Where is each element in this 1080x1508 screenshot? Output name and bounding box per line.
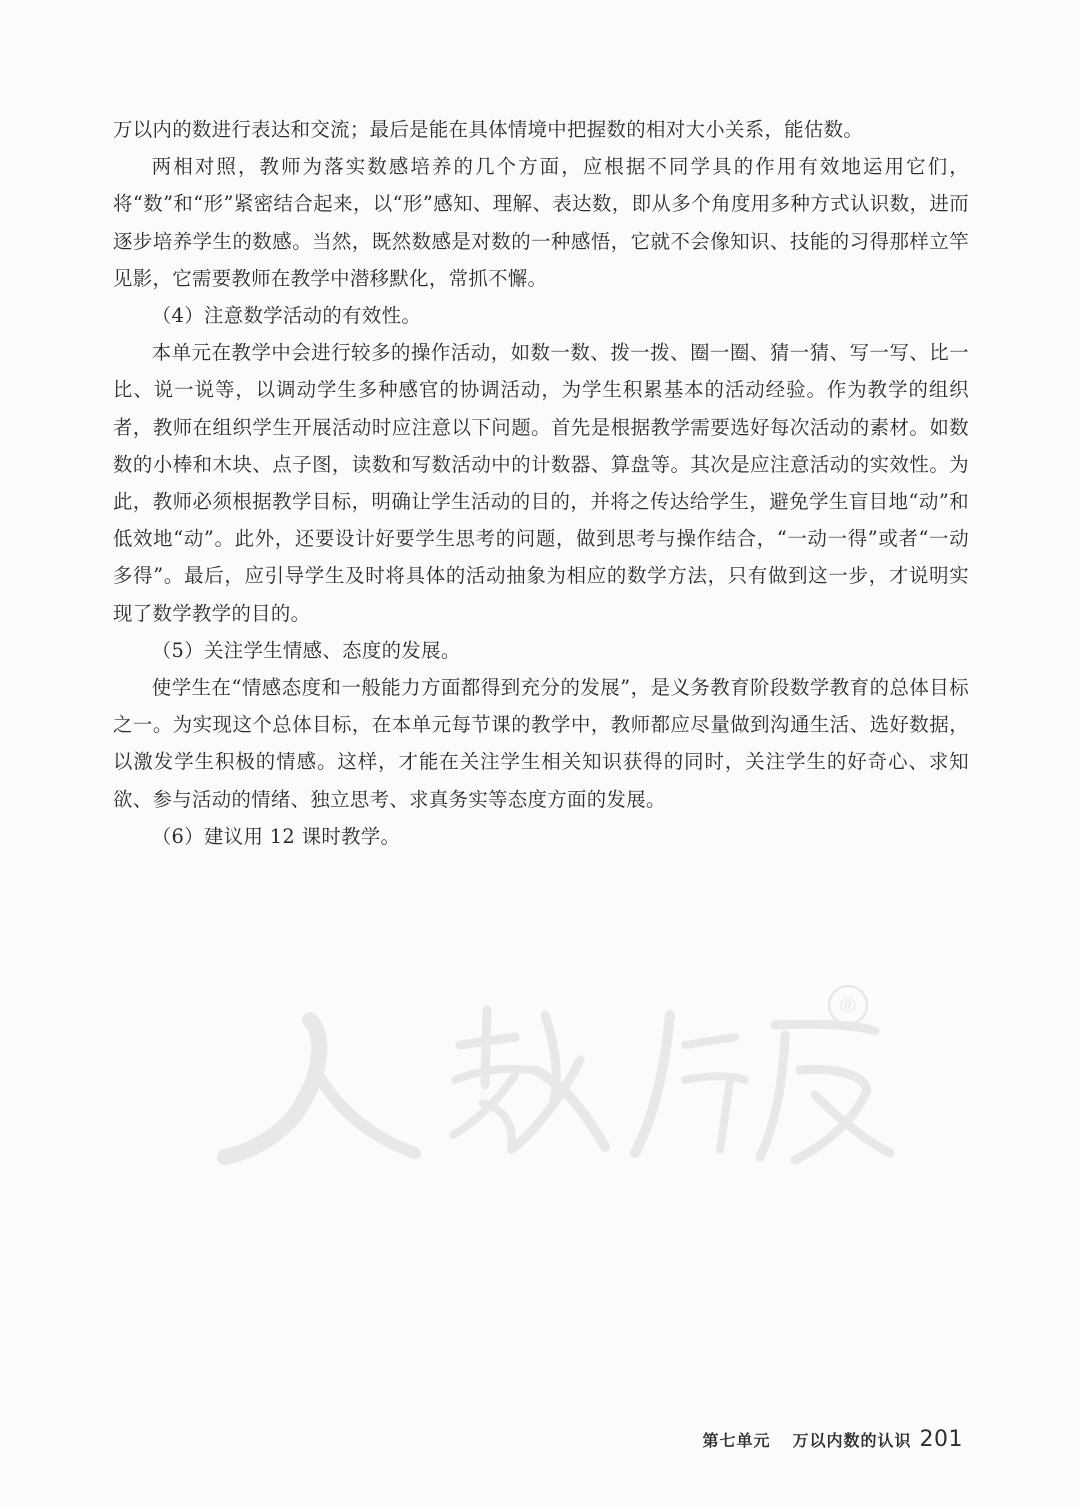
paragraph-4: 使学生在“情感态度和一般能力方面都得到充分的发展”，是义务教育阶段数学教育的总体目标之一。为实现这个总体目标，在本单元每节课的教学中，教师都应尽量做到沟通生活、选好数据，以激发学生积极的情感。这样，才能在关注学生相关知识获得的同时，关注学生的好奇心、求知欲、参与活动的情绪、独立思考、求真务实等态度方面的发展。 (113, 676, 969, 811)
paragraph-2: 两相对照，教师为落实数感培养的几个方面，应根据不同学具的作用有效地运用它们，将“数”和“形”紧密结合起来，以“形”感知、理解、表达数，即从多个角度用多种方式认识数，进而逐步培养学生的数感。当然，既然数感是对数的一种感悟，它就不会像知识、技能的习得那样立竿见影，它需要教师在教学中潜移默化，常抓不懈。 (113, 155, 969, 290)
body-text (113, 111, 969, 855)
registered-mark: ® (839, 993, 857, 1018)
section-heading-6: （6）建议用 12 课时教学。 (151, 824, 401, 848)
section-heading-5: （5）关注学生情感、态度的发展。 (151, 638, 461, 662)
page-number: 201 (919, 1427, 963, 1452)
publisher-watermark-logo (215, 975, 895, 1175)
section-heading-4: （4）注意数学活动的有效性。 (151, 304, 422, 328)
page-footer (702, 1427, 963, 1452)
paragraph-1: 万以内的数进行表达和交流；最后是能在具体情境中把握数的相对大小关系，能估数。 (113, 118, 864, 141)
footer-unit-label: 第七单元 (702, 1431, 771, 1450)
paragraph-3: 本单元在教学中会进行较多的操作活动，如数一数、拨一拨、圈一圈、猜一猜、写一写、比一比、说一说等，以调动学生多种感官的协调活动，为学生积累基本的活动经验。作为教学的组织者，教师在组织学生开展活动时应注意以下问题。首先是根据教学需要选好每次活动的素材。如数数的小棒和木块、点子图，读数和写数活动中的计数器、算盘等。其次是应注意活动的实效性。为此，教师必须根据教学目标，明确让学生活动的目的，并将之传达给学生，避免学生盲目地“动”和低效地“动”。此外，还要设计好要学生思考的问题，做到思考与操作结合，“一动一得”或者“一动多得”。最后，应引导学生及时将具体的活动抽象为相应的数学方法，只有做到这一步，才说明实现了数学教学的目的。 (113, 341, 969, 625)
footer-chapter-title: 万以内数的认识 (792, 1431, 912, 1450)
